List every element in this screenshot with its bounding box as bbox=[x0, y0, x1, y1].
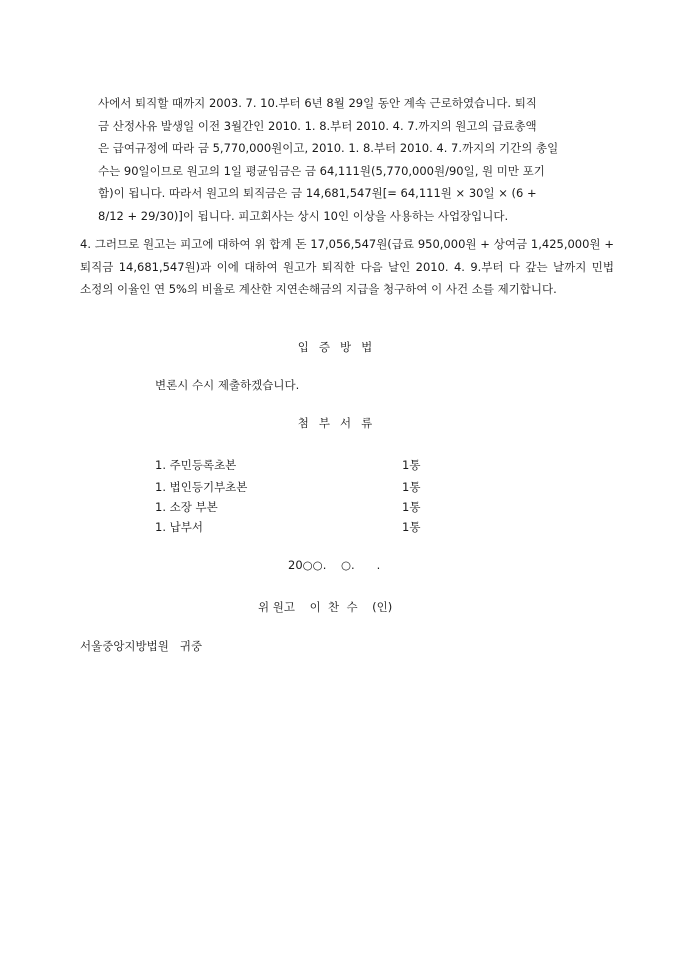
court-addressee: 서울중앙지방법원 귀중 bbox=[80, 639, 203, 653]
paragraph-line: 8/12 + 29/30)]이 됩니다. 피고회사는 상시 10인 이상을 사용하는 사업장입니다. bbox=[98, 208, 509, 223]
paragraph-continued bbox=[98, 92, 614, 227]
paragraph-line: 함)이 됩니다. 따라서 원고의 퇴직금은 금 14,681,547원[= 64,111원 × 30일 × (6 + bbox=[98, 186, 537, 200]
attachment-row bbox=[155, 479, 425, 499]
attachment-name: 1. 주민등록초본 bbox=[155, 458, 237, 472]
paragraph-line: 사에서 퇴직할 때까지 2003. 7. 10.부터 6년 8월 29일 동안 계속 근로하였습니다. 퇴직 bbox=[98, 96, 537, 110]
paragraph-line: 금 산정사유 발생일 이전 3월간인 2010. 1. 8.부터 2010. 4. 7.까지의 원고의 급료총액 bbox=[98, 118, 537, 133]
attachment-count: 1통 bbox=[402, 480, 421, 494]
attachments-heading: 첨부서류 bbox=[297, 416, 383, 430]
attachment-count: 1통 bbox=[402, 500, 421, 514]
document-date: 20○○. ○. . bbox=[288, 558, 381, 572]
attachment-count: 1통 bbox=[402, 520, 421, 534]
attachment-count: 1통 bbox=[402, 458, 421, 472]
attachment-row bbox=[155, 457, 425, 477]
paragraph-line: 은 급여규정에 따라 금 5,770,000원이고, 2010. 1. 8.부터 2010. 4. 7.까지의 기간의 총일 bbox=[98, 141, 559, 155]
attachment-name: 1. 납부서 bbox=[155, 520, 203, 534]
attachment-row bbox=[155, 519, 425, 539]
attachment-row bbox=[155, 499, 425, 519]
paragraph-line: 수는 90일이므로 원고의 1일 평균임금은 금 64,111원(5,770,000원/90일, 원 미만 포기 bbox=[98, 163, 545, 178]
evidence-heading: 입증방법 bbox=[297, 340, 383, 354]
evidence-text: 변론시 수시 제출하겠습니다. bbox=[155, 378, 300, 392]
plaintiff-signature: 위 원고 이 찬 수 (인) bbox=[258, 600, 393, 614]
attachment-name: 1. 소장 부본 bbox=[155, 500, 218, 514]
attachment-name: 1. 법인등기부초본 bbox=[155, 480, 248, 494]
paragraph-4: 4. 그러므로 원고는 피고에 대하여 위 합계 돈 17,056,547원(급료 950,000원 + 상여금 1,425,000원 + 퇴직금 14,681,547원)과 이에 대하여 원고가 퇴직한 다음 날인 2010. 4. 9.부터 다 갚는 날까지 민법 소정의 이율인 연 5%의 비율로 계산한 지연손해금의 지급을 청구하여 이 사건 소를 제기합니다. bbox=[80, 237, 614, 296]
